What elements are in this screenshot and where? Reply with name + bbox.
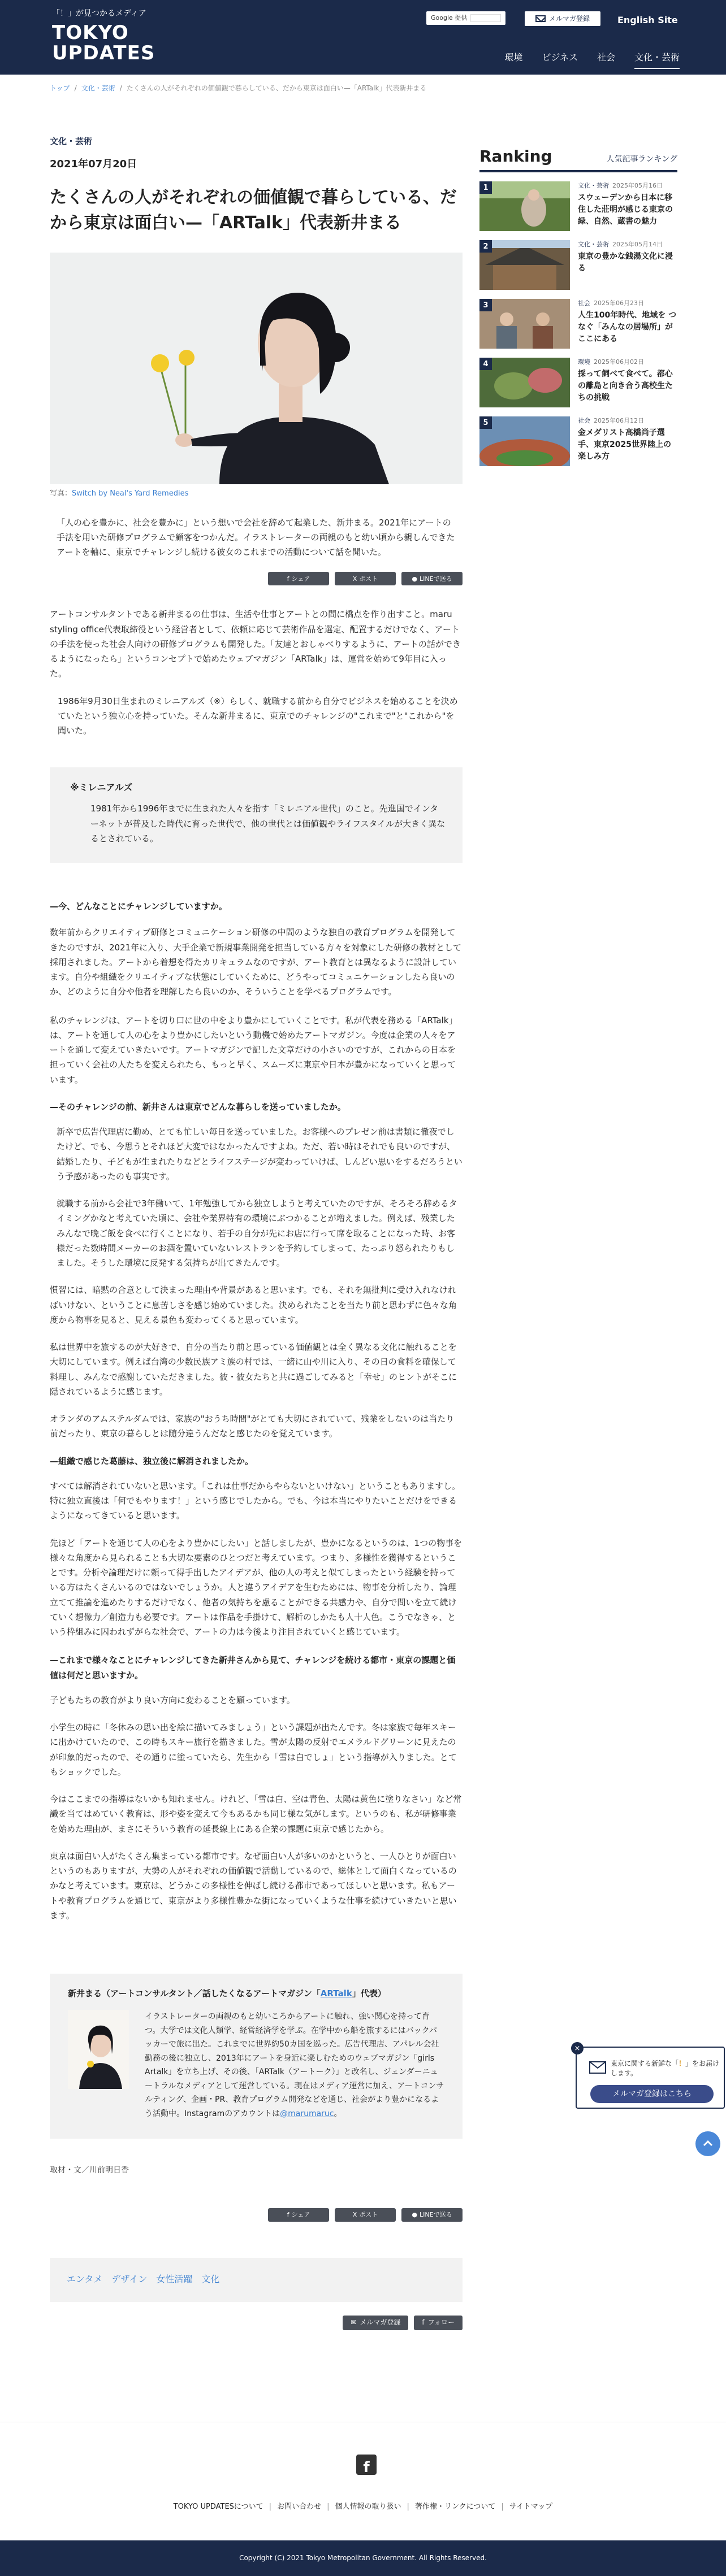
mail-icon bbox=[589, 2061, 606, 2074]
ranking-thumbnail bbox=[479, 358, 570, 407]
share-buttons-bottom bbox=[50, 2208, 463, 2222]
chevron-up-icon bbox=[702, 2138, 714, 2150]
hero-portrait-illustration bbox=[50, 253, 463, 484]
body-paragraph: すべては解消されていないと思います。「これは仕事だからやらないといけない」ということもありますし。特に独立直後は「何でもやります！」という感じでしたから。でも、今は本当にやりたいことだけをできるようになってきていると思います。 bbox=[50, 1480, 461, 1521]
body-paragraph: 先ほど「アートを通じて人の心をより豊かにしたい」と話しましたが、豊かになるというのは、1つの物事を様々な角度から見られることも大切な要素のひとつだと考えています。つまり、多様性を獲得するということです。分析や論理だけに頼って得手出したアイデアが、他の人の考えと似てしまったという経験を持っている方はたくさんいるのではないでしょうか。人と違うアイデアを生むためには、物事を分析したり、論理立てて推論を進めたりするだけでなく、他者の気持ちを慮ることができる共感力や、自分で問いを立て続けていく想像力／創造力も必要です。アートは作品を手掛けて、解析のしかたも人十人色。こうでなきゃ、という枠組みに囚われずがらな社会で、アートの力は今後より注目されていくと感じています。 bbox=[50, 1537, 463, 1637]
share-x-button[interactable] bbox=[335, 572, 396, 585]
footer-nav bbox=[0, 2501, 726, 2514]
ranking-category: 社会 bbox=[578, 417, 590, 424]
profile-box bbox=[50, 1974, 463, 2139]
body-paragraph: 私のチャレンジは、アートを切り口に世の中をより豊かにしていくことです。私が代表を務める「ARTalk」は、アートを通して人の心をより豊かにしたいという動機で始めたアートマガジン。今度は企業の人々をアートを通して変えていきたいです。アートマガジンで記した文章だけの小さいのですが、これからの日本を担っていく会社の人たちを変えられたら、もっと早く、スムーズに東京や日本が豊かになっていくと思っています。 bbox=[50, 1015, 457, 1085]
ranking-meta bbox=[578, 416, 677, 425]
nav-environment[interactable]: 環境 bbox=[504, 52, 523, 63]
ranking-date: 2025年06月12日 bbox=[594, 417, 644, 424]
photo-credit-link[interactable]: Switch by Neal's Yard Remedies bbox=[72, 489, 189, 498]
profile-name: 新井まる（アートコンサルタント／話したくなるアートマガジン「 bbox=[68, 1988, 321, 1999]
popup-text-2: 」をお届けします。 bbox=[611, 2060, 720, 2077]
ranking-date: 2025年05月16日 bbox=[612, 182, 663, 189]
ranking-title-text: 採って飼べて食べて。都心の離島と向き合う高校生たちの挑戦 bbox=[578, 370, 673, 403]
article-date: 2021年07月20日 bbox=[50, 158, 137, 171]
popup-close-button[interactable]: × bbox=[571, 2042, 584, 2054]
photo-credit-prefix: 写真： bbox=[50, 489, 72, 498]
ranking-category: 文化・芸術 bbox=[578, 182, 609, 189]
ranking-date: 2025年05月14日 bbox=[612, 241, 663, 248]
body-paragraph: 東京は面白い人がたくさん集まっている都市です。なぜ面白い人が多いのかというと、一人ひとりが面白いというのもありますが、大勢の人がそれぞれの価値観で活動しているので、総体として面白くなっているのかなと考えています。東京は、どうかこの多様性を伸ばし続ける都市であってほしいと思います。私もアートや教育プログラムを通じて、東京がより多様性豊かな街になっていくような仕事を続けていきたいと思います。 bbox=[50, 1850, 457, 1921]
footer-link-contact[interactable]: お問い合わせ bbox=[277, 2503, 322, 2511]
ranking-title: Ranking bbox=[479, 147, 552, 166]
hero-image bbox=[50, 253, 463, 484]
article-byline: 取材・文／川前明日香 bbox=[50, 2166, 129, 2175]
ranking-number: 2 bbox=[479, 240, 492, 253]
breadcrumb-home[interactable]: トップ bbox=[50, 84, 70, 92]
ranking-thumb-art bbox=[479, 358, 570, 407]
profile-bio: イラストレーターの両親のもと幼いころからアートに触れ、強い関心を持って育つ。大学では文化人類学、経営経済学を学ぶ。在学中から船を旅するにはバックパッカーで旅に出た。これまでに世界約50カ国を巡った。広告代理店、アパレル会社勤務の後に独立し、2013年にアートを身近に楽しむためのウェブマガジン「girls Artalk」を立ち上げ、その後、「ARTalk（アートーク）」と改名し、ジェンダーニュートラルなメディアとして運営している。現在はメディア運営に加え、アートコンサルティング、企画・PR、教育プログラム開発などを通じ、社会がより豊かになるよう活動中。Instagramのアカウントは bbox=[145, 2012, 444, 2118]
newsletter-popup bbox=[574, 2044, 725, 2109]
english-site-link[interactable]: English Site bbox=[617, 15, 678, 25]
profile-name-end: 」代表） bbox=[352, 1988, 386, 1999]
search-input[interactable] bbox=[426, 11, 505, 25]
ranking-thumb-art bbox=[479, 299, 570, 349]
ranking-text bbox=[578, 416, 677, 466]
breadcrumb bbox=[0, 75, 726, 94]
global-nav bbox=[504, 50, 680, 69]
question-heading: —そのチャレンジの前、新井さんは東京でどんな暮らしを送っていましたか。 bbox=[50, 1101, 346, 1112]
share-facebook-label: シェア bbox=[291, 2211, 310, 2219]
x-icon: X bbox=[352, 2211, 357, 2219]
ranking-title-text: スウェーデンから日本に移住した莊明が感じる東京の緑、自然、蔵書の魅力 bbox=[578, 193, 673, 227]
share-x-label: ポスト bbox=[359, 575, 378, 583]
body-paragraph: 小学生の時に「冬休みの思い出を絵に描いてみましょう」という課題が出たんです。冬は家族で毎年スキーに出かけていたので、この時もスキー旅行を描きました。雪が太陽の反射でエメラルドグリーンに見えたのが印象的だったので、その通りに塗っていたら、先生から「雪は白でしょ」という指導が入りました。とてもショックでした。 bbox=[50, 1722, 457, 1777]
ranking-title-text: 人生100年時代、地域を つなぐ「みんなの居場所」がここにある bbox=[578, 311, 677, 344]
ranking-text bbox=[578, 181, 677, 231]
body-paragraph: 新卒で広告代理店に勤め、とても忙しい毎日を送っていました。お客様へのプレゼン前は書類に徹夜でしたけど、でも、今思うとそれほど大変ではなかったんですよね。ただ、若い時はそれでも良いのですが、結婚したり、子どもが生まれたりなどとライフステージが変わっていけば、しんどい思いをするだろうという予感があったのも事実です。 bbox=[57, 1127, 463, 1181]
ranking-thumbnail bbox=[479, 240, 570, 290]
facebook-icon[interactable]: f bbox=[356, 2455, 377, 2475]
profile-photo bbox=[68, 2010, 129, 2089]
footer-sep: | bbox=[407, 2503, 409, 2511]
ranking-meta bbox=[578, 358, 677, 366]
body-paragraph: 今はここまでの指導はないかも知れません。けれど、「雪は白、空は青色、太陽は黄色に塗りなさい」など常識を当てはめていく教育は、形や姿を変えて今もあるかも同じ様な気がします。というのも、私が研修事業を始めた理由が、まさにそういう教育の延長線上にある企業の課題に東京で感じたから。 bbox=[50, 1794, 462, 1834]
nav-society[interactable]: 社会 bbox=[597, 52, 615, 63]
nav-business[interactable]: ビジネス bbox=[542, 52, 578, 63]
facebook-follow-button[interactable] bbox=[414, 2316, 463, 2330]
breadcrumb-current: たくさんの人がそれぞれの価値観で暮らしている、だから東京は面白い—「ARTalk」代表新井まる bbox=[126, 84, 427, 92]
share-facebook-label: シェア bbox=[291, 575, 310, 583]
footer-sep: | bbox=[269, 2503, 272, 2511]
footnote-body: 1981年から1996年までに生まれた人々を指す「ミレニアル世代」のこと。先進国でインターネットが普及した時代に育った世代で、他の世代とは価値観やライフスタイルが大きく異なるとされている。 bbox=[90, 803, 446, 844]
newsletter-button[interactable] bbox=[525, 11, 600, 26]
ranking-item[interactable] bbox=[479, 299, 677, 349]
share-x-button[interactable] bbox=[335, 2208, 396, 2222]
share-facebook-button[interactable] bbox=[268, 572, 329, 585]
ranking-item[interactable] bbox=[479, 240, 677, 290]
article bbox=[50, 134, 463, 2330]
logo-line-2: UPDATES bbox=[52, 42, 155, 64]
body-paragraph: オランダのアムステルダムでは、家族の"おうち時間"がとても大切にされていて、残業をしないのは当たり前だったり、東京の暮らしとは随分違うんだなと感じたのを覚えています。 bbox=[50, 1414, 455, 1439]
article-category[interactable]: 文化・芸術 bbox=[50, 136, 93, 146]
logo-line-1: TOKYO bbox=[52, 21, 129, 44]
tag-list bbox=[50, 2258, 463, 2302]
newsletter-follow-label: メルマガ登録 bbox=[360, 2318, 401, 2327]
ranking-number: 5 bbox=[479, 416, 492, 429]
ranking-thumbnail bbox=[479, 299, 570, 349]
line-icon: ● bbox=[412, 2211, 418, 2219]
body-paragraph: 数年前からクリエイティブ研修とコミュニケーション研修の中間のような独自の教育プログラムを開発してきたのですが、2021年に入り、大手企業で新規事業開発を担当している方々を対象にした研修の教材として採用されました。アートから着想を得たカリキュラムなのですが、アート教育とは異なるように設計しています。自分や組織をクリエイティブな状態にしていくために、どうやってコミュニケーションしたら良いのか、どのように自分や他者を理解したら良いのか、そういうことを学べるプログラムです。 bbox=[50, 927, 462, 997]
question-heading: —これまで様々なことにチャレンジしてきた新井さんから見て、チャレンジを続ける都市・東京の課題と価値は何だと思いますか。 bbox=[50, 1655, 456, 1680]
ranking-number: 3 bbox=[479, 299, 492, 311]
ranking-text bbox=[578, 299, 677, 349]
body-paragraph: 1986年9月30日生まれのミレニアルズ（※）らしく、就職する前から自分でビジネスを始めることを決めていたという独立心を持っていた。そんな新井まるに、東京でのチャレンジの"これまで"と"これから"を聞いた。 bbox=[58, 696, 458, 736]
body-paragraph: 慣習には、暗黙の合意として決まった理由や背景があると思います。でも、それを無批判に受け入れなければいけない、ということに息苦しさを感じ始めていました。決められたことを当たり前と思わずに色々な角度から物事を見ると、見える景色も変わってくると思っています。 bbox=[50, 1285, 457, 1325]
ranking-category: 環境 bbox=[578, 358, 590, 366]
footnote-box bbox=[50, 767, 463, 863]
mail-icon bbox=[535, 15, 546, 22]
newsletter-label: メルマガ登録 bbox=[548, 14, 590, 23]
facebook-icon: f bbox=[287, 2211, 289, 2219]
footer-link-copyright[interactable]: 著作権・リンクについて bbox=[414, 2503, 496, 2511]
profile-heading bbox=[68, 1986, 444, 2001]
footer-sep: | bbox=[327, 2503, 330, 2511]
share-line-label: LINEで送る bbox=[420, 2211, 452, 2219]
ranking-sidebar bbox=[479, 149, 677, 466]
popup-bang: ！ bbox=[679, 2060, 686, 2067]
body-paragraph: 就職する前から会社で3年働いて、1年勉強してから独立しようと考えていたのですが、そろそろ辞めるタイミングかなと考えていた頃に、会社や業界特有の環境にぶつかることが増えました。例えば、残業したみんなで晩ご飯を食べに行くことになり、若手の自分が先にお店に行って席を取ることになった時、お客様だった数時間メーカーのお酒を置いていないレストランを予約してしまって、たっぷり怒られたりもしました。そうした環境に反発する気持ちが出てきたんです。 bbox=[57, 1198, 457, 1268]
search-field-box[interactable] bbox=[470, 14, 501, 22]
footer-copyright: Copyright (C) 2021 Tokyo Metropolitan Government. All Rights Reserved. bbox=[0, 2540, 726, 2576]
popup-subscribe-button[interactable]: メルマガ登録はこちら bbox=[590, 2085, 714, 2103]
footnote-heading: ※ミレニアルズ bbox=[70, 782, 133, 793]
breadcrumb-sep: / bbox=[119, 84, 122, 92]
question-heading: —今、どんなことにチャレンジしていますか。 bbox=[50, 901, 227, 911]
article-title: たくさんの人がそれぞれの価値観で暮らしている、だから東京は面白い—「ARTalk」代表新井まる bbox=[50, 187, 457, 233]
ranking-text bbox=[578, 240, 677, 290]
ranking-subtitle: 人気記事ランキング bbox=[606, 155, 677, 164]
breadcrumb-sep: / bbox=[74, 84, 77, 92]
profile-bio-end: 。 bbox=[334, 2109, 342, 2118]
follow-buttons bbox=[50, 2316, 463, 2330]
share-facebook-button[interactable] bbox=[268, 2208, 329, 2222]
ranking-thumb-art bbox=[479, 240, 570, 290]
photo-credit bbox=[50, 488, 463, 501]
facebook-icon: f bbox=[422, 2318, 425, 2327]
site-tagline: 「！」が見つかるメディア bbox=[52, 9, 146, 18]
profile-text bbox=[145, 2010, 444, 2121]
popup-text-1: 東京に関する新鮮な「 bbox=[611, 2060, 679, 2067]
artalk-link[interactable]: ARTalk bbox=[320, 1988, 352, 1999]
footer-link-about[interactable]: TOKYO UPDATESについて bbox=[173, 2503, 263, 2511]
body-paragraph: 私は世界中を旅するのが大好きで、自分の当たり前と思っている価値観とは全く異なる文化に触れることを大切にしています。例えば台湾の少数民族アミ族の村では、一緒に山や川に入り、その日の食料を確保して料理し、みんなで感謝していただきました。彼・彼女たちと共に過ごしてみると「幸せ」のヒントがそこに隠されているように感じます。 bbox=[50, 1342, 457, 1397]
tag-link[interactable]: エンタメ bbox=[67, 2273, 103, 2284]
ranking-thumbnail bbox=[479, 416, 570, 466]
newsletter-follow-button[interactable] bbox=[343, 2316, 408, 2330]
body-paragraph: アートコンサルタントである新井まるの仕事は、生活や仕事とアートとの間に橋点を作り出すこと。maru styling office代表取締役という経営者として、依頼に応じて芸術作品を選定、配置するだけでなく、アートの手法を使った社会人向けの研修プログラムも開発した。「友達とおしゃべりするように、アートの話ができるようになったら」というコンセプトで始めたウェブマガジン「ARTalk」は、運営を始めて9年目に入った。 bbox=[50, 609, 461, 679]
popup-text bbox=[611, 2059, 724, 2078]
x-icon: X bbox=[352, 575, 357, 583]
back-to-top-button[interactable] bbox=[695, 2131, 720, 2156]
instagram-link[interactable]: @marumaruc bbox=[280, 2109, 334, 2118]
ranking-heading bbox=[479, 149, 677, 172]
ranking-meta bbox=[578, 240, 677, 249]
share-line-label: LINEで送る bbox=[420, 575, 452, 583]
ranking-item[interactable] bbox=[479, 181, 677, 231]
ranking-title-text: 東京の豊かな銭湯文化に浸る bbox=[578, 252, 673, 273]
tag-link[interactable]: 文化 bbox=[201, 2273, 220, 2284]
ranking-number: 1 bbox=[479, 181, 492, 194]
question-heading: —組織で感じた葛藤は、独立後に解消されましたか。 bbox=[50, 1456, 254, 1466]
mail-icon: ✉ bbox=[351, 2318, 357, 2327]
breadcrumb-category[interactable]: 文化・芸術 bbox=[81, 84, 115, 92]
share-line-button[interactable] bbox=[401, 572, 463, 585]
ranking-item[interactable] bbox=[479, 416, 677, 466]
ranking-category: 文化・芸術 bbox=[578, 241, 609, 248]
line-icon: ● bbox=[412, 575, 418, 583]
ranking-date: 2025年06月02日 bbox=[594, 358, 644, 366]
profile-portrait-illustration bbox=[68, 2010, 129, 2089]
footer-link-sitemap[interactable]: サイトマップ bbox=[509, 2503, 553, 2511]
body-paragraph: 子どもたちの教育がより良い方向に変わることを願っています。 bbox=[50, 1695, 295, 1705]
ranking-thumbnail bbox=[479, 181, 570, 231]
lead-paragraph: 「人の心を豊かに、社会を豊かに」という想いで会社を辞めて起業した、新井まる。2021年にアートの手法を用いた研修プログラムで顧客をつかんだ。イラストレーターの両親のもと幼い頃から親しんできたアートを軸に、東京でチャレンジし続ける彼女のこれまでの活動について話を聞いた。 bbox=[57, 517, 455, 557]
tag-link[interactable]: デザイン bbox=[111, 2273, 148, 2284]
footer-sep: | bbox=[501, 2503, 504, 2511]
ranking-item[interactable] bbox=[479, 358, 677, 407]
share-x-label: ポスト bbox=[359, 2211, 378, 2219]
site-logo[interactable] bbox=[52, 23, 155, 63]
nav-culture[interactable]: 文化・芸術 bbox=[634, 50, 680, 69]
ranking-thumb-art bbox=[479, 416, 570, 466]
profile-row bbox=[68, 2010, 444, 2121]
ranking-date: 2025年06月23日 bbox=[594, 299, 644, 307]
tag-link[interactable]: 女性活躍 bbox=[156, 2273, 193, 2284]
share-line-button[interactable] bbox=[401, 2208, 463, 2222]
footer-link-privacy[interactable]: 個人情報の取り扱い bbox=[335, 2503, 401, 2511]
ranking-meta bbox=[578, 299, 677, 307]
site-header bbox=[0, 0, 726, 75]
ranking-meta bbox=[578, 181, 677, 190]
ranking-number: 4 bbox=[479, 358, 492, 370]
facebook-icon: f bbox=[287, 575, 289, 583]
ranking-text bbox=[578, 358, 677, 407]
ranking-thumb-art bbox=[479, 181, 570, 231]
ranking-category: 社会 bbox=[578, 299, 590, 307]
share-buttons-top bbox=[50, 572, 463, 585]
facebook-follow-label: フォロー bbox=[427, 2318, 455, 2327]
search-provider-label: Google 提供 bbox=[431, 14, 468, 22]
ranking-title-text: 金メダリスト高橋尚子選手、東京2025世界陸上の楽しみ方 bbox=[578, 428, 671, 462]
